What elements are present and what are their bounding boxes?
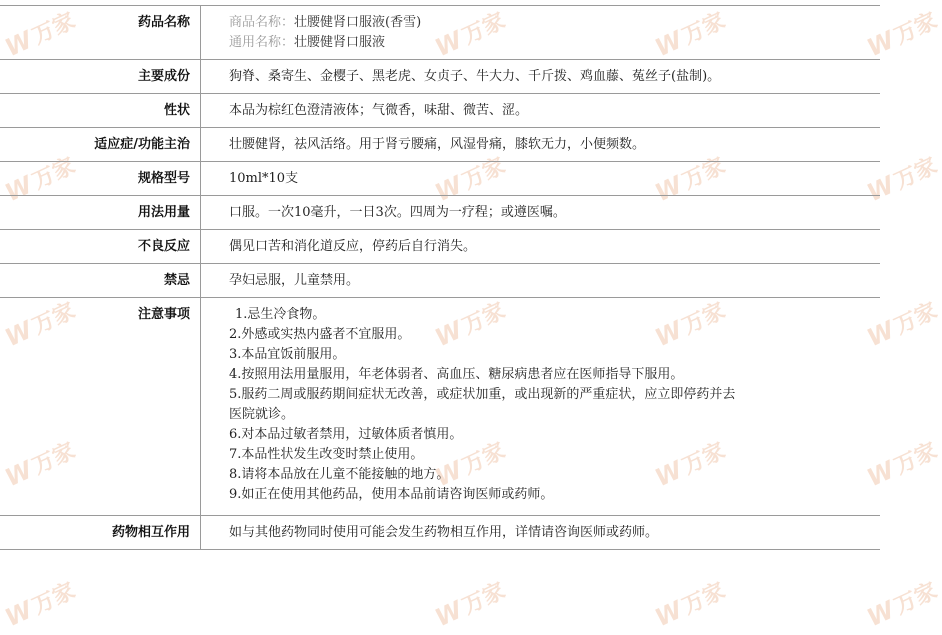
row-label: 不良反应 (0, 230, 201, 264)
row-value: 如与其他药物同时使用可能会发生药物相互作用，详情请咨询医师或药师。 (201, 516, 881, 550)
row-label: 规格型号 (0, 162, 201, 196)
precaution-item: 1.忌生冷食物。 (235, 307, 326, 322)
row-indications (0, 128, 880, 162)
watermark-logo: W万家 (862, 8, 942, 63)
watermark-logo: W万家 (650, 8, 730, 63)
watermark-logo: W万家 (650, 578, 730, 633)
watermark-logo: W万家 (650, 298, 730, 353)
precaution-item: 3.本品宜饭前服用。 (229, 347, 346, 362)
watermark-logo: W万家 (650, 438, 730, 493)
precaution-item: 6.对本品过敏者禁用，过敏体质者慎用。 (229, 427, 463, 442)
row-properties (0, 94, 880, 128)
generic-name-line: 通用名称：壮腰健肾口服液 (229, 35, 386, 50)
precaution-item: 8.请将本品放在儿童不能接触的地方。 (229, 467, 450, 482)
row-value: 口服。一次10毫升，一日3次。四周为一疗程；或遵医嘱。 (201, 196, 881, 230)
precaution-item: 4.按照用法用量服用，年老体弱者、高血压、糖尿病患者应在医师指导下服用。 (229, 367, 684, 382)
row-label: 适应症/功能主治 (0, 128, 201, 162)
row-value: 偶见口苦和消化道反应，停药后自行消失。 (201, 230, 881, 264)
precaution-item: 5.服药二周或服药期间症状无改善，或症状加重，或出现新的严重症状，应立即停药并去 (229, 387, 736, 402)
watermark-logo: W万家 (862, 153, 942, 208)
watermark-logo: W万家 (650, 153, 730, 208)
precaution-item: 7.本品性状发生改变时禁止使用。 (229, 447, 424, 462)
row-interactions (0, 516, 880, 550)
row-drug-name (0, 6, 880, 60)
row-dosage (0, 196, 880, 230)
watermark-logo: W万家 (862, 578, 942, 633)
watermark-logo: W万家 (0, 438, 80, 493)
drug-info-table (0, 5, 880, 550)
row-precautions (0, 298, 880, 516)
row-label: 性状 (0, 94, 201, 128)
watermark-logo: W万家 (0, 578, 80, 633)
precaution-item: 2.外感或实热内盛者不宜服用。 (229, 327, 411, 342)
watermark-logo: W万家 (430, 8, 510, 63)
precaution-item: 9.如正在使用其他药品，使用本品前请咨询医师或药师。 (229, 487, 554, 502)
watermark-logo: W万家 (430, 438, 510, 493)
row-label: 用法用量 (0, 196, 201, 230)
row-value: 10ml*10支 (201, 162, 881, 196)
row-spec (0, 162, 880, 196)
row-adverse-reactions (0, 230, 880, 264)
watermark-logo: W万家 (0, 153, 80, 208)
watermark-logo: W万家 (0, 298, 80, 353)
row-label: 注意事项 (0, 298, 201, 516)
watermark-logo: W万家 (862, 438, 942, 493)
watermark-logo: W万家 (430, 578, 510, 633)
row-ingredients (0, 60, 880, 94)
row-label: 药品名称 (0, 6, 201, 60)
watermark-logo: W万家 (430, 298, 510, 353)
watermark-logo: W万家 (0, 8, 80, 63)
row-value: 壮腰健肾，祛风活络。用于肾亏腰痛，风湿骨痛，膝软无力，小便频数。 (201, 128, 881, 162)
watermark-logo: W万家 (430, 153, 510, 208)
watermark-logo: W万家 (862, 298, 942, 353)
row-value: 孕妇忌服，儿童禁用。 (201, 264, 881, 298)
row-label: 药物相互作用 (0, 516, 201, 550)
row-value (201, 6, 881, 60)
row-contraindications (0, 264, 880, 298)
row-value: 本品为棕红色澄清液体；气微香，味甜、微苦、涩。 (201, 94, 881, 128)
precautions-list (201, 298, 881, 516)
product-name-line: 商品名称：壮腰健肾口服液(香雪) (229, 15, 422, 30)
row-label: 禁忌 (0, 264, 201, 298)
precaution-item: 医院就诊。 (229, 407, 295, 422)
row-value: 狗脊、桑寄生、金樱子、黑老虎、女贞子、牛大力、千斤拨、鸡血藤、菟丝子(盐制)。 (201, 60, 881, 94)
row-label: 主要成份 (0, 60, 201, 94)
